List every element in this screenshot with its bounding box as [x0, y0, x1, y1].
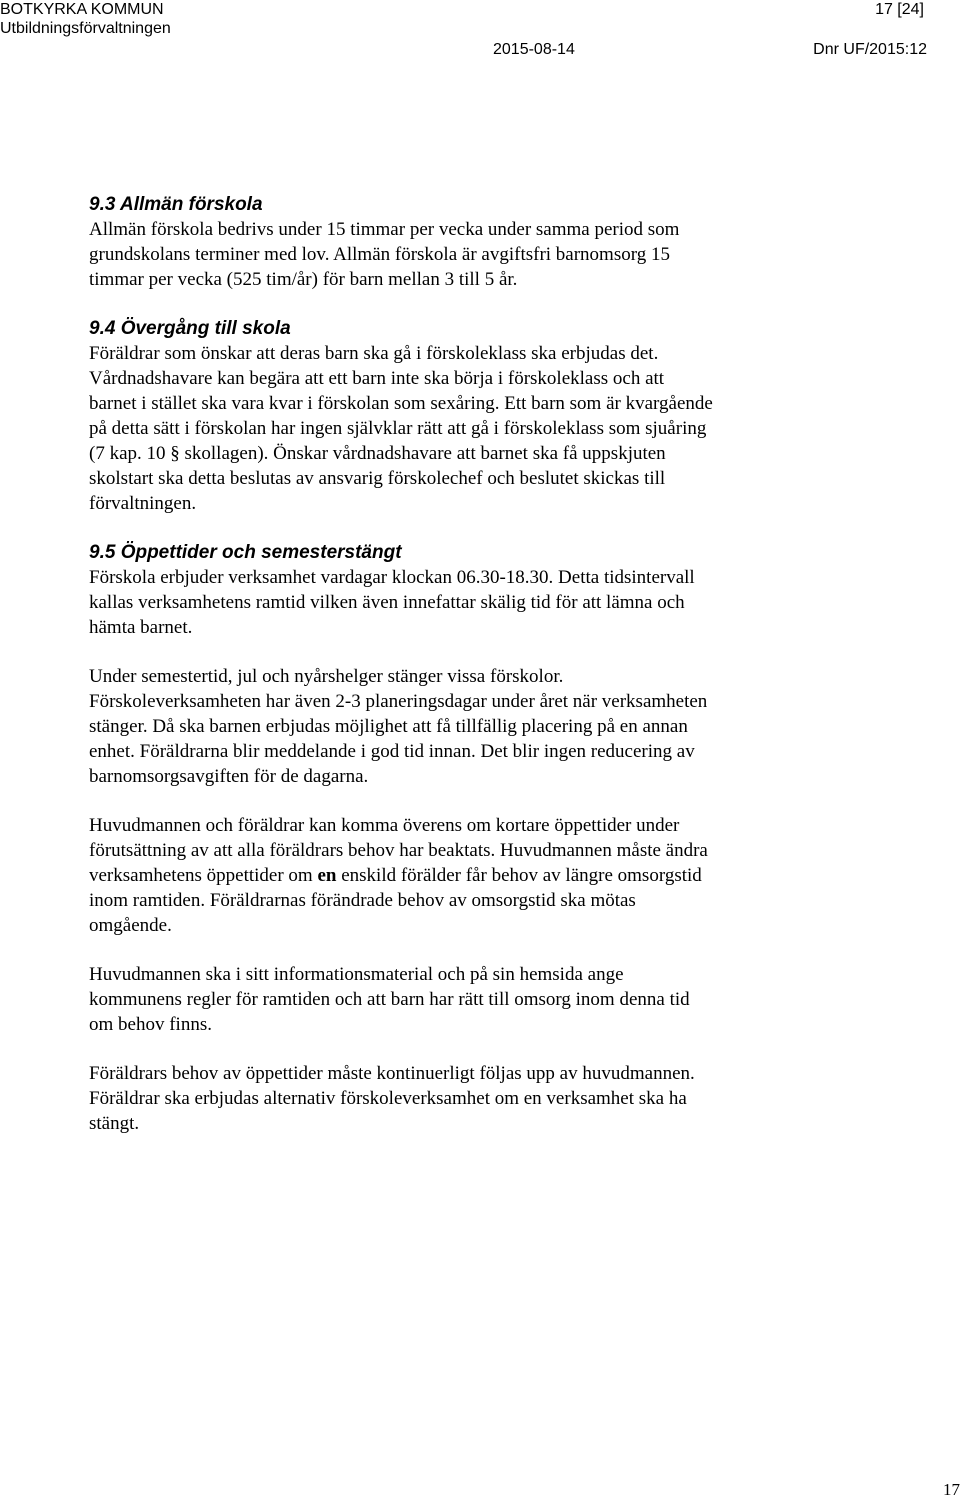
text-run: enskild förälder får behov av längre omsorgstid — [336, 865, 702, 886]
body-line: om behov finns. — [89, 1014, 212, 1035]
body-line: enhet. Föräldrarna blir meddelande i god tid innan. Det blir ingen reducering av — [89, 741, 695, 762]
body-line — [89, 863, 869, 888]
document-body — [89, 192, 869, 1136]
paragraph-information — [89, 962, 869, 1037]
paragraph-shorter-hours — [89, 813, 869, 938]
body-line: Huvudmannen och föräldrar kan komma överens om kortare öppettider under — [89, 815, 680, 836]
body-line: barnomsorgsavgiften för de dagarna. — [89, 766, 369, 787]
body-line: Föräldrars behov av öppettider måste kontinuerligt följas upp av huvudmannen. — [89, 1063, 695, 1084]
body-line: Huvudmannen ska i sitt informationsmaterial och på sin hemsida ange — [89, 964, 624, 985]
paragraph-follow-up — [89, 1061, 869, 1136]
body-line: hämta barnet. — [89, 617, 193, 638]
paragraph-closures — [89, 664, 869, 789]
emphasis-text: en — [317, 865, 337, 886]
body-line: grundskolans terminer med lov. Allmän förskola är avgiftsfri barnomsorg 15 — [89, 244, 670, 265]
paragraph-opening-hours — [89, 565, 869, 640]
body-line: stängt. — [89, 1113, 140, 1134]
body-line: Förskola erbjuder verksamhet vardagar klockan 06.30-18.30. Detta tidsintervall — [89, 567, 695, 588]
body-line: Föräldrar som önskar att deras barn ska gå i förskoleklass ska erbjudas det. — [89, 343, 659, 364]
section-heading: 9.4 Övergång till skola — [89, 318, 291, 339]
section-9-3 — [89, 192, 869, 292]
body-line: Under semestertid, jul och nyårshelger stänger vissa förskolor. — [89, 666, 564, 687]
body-line: kallas verksamhetens ramtid vilken även innefattar skälig tid för att lämna och — [89, 592, 685, 613]
department-name: Utbildningsförvaltningen — [0, 20, 171, 37]
footer-page-number: 17 — [943, 1480, 960, 1499]
body-line: timmar per vecka (525 tim/år) för barn mellan 3 till 5 år. — [89, 269, 518, 290]
body-line: på detta sätt i förskolan har ingen självklar rätt att gå i förskoleklass som sjuåring — [89, 418, 707, 439]
body-line: inom ramtiden. Föräldrarnas förändrade behov av omsorgstid ska mötas — [89, 890, 636, 911]
body-line: kommunens regler för ramtiden och att barn har rätt till omsorg inom denna tid — [89, 989, 690, 1010]
body-line: omgående. — [89, 915, 172, 936]
body-line: (7 kap. 10 § skollagen). Önskar vårdnadshavare att barnet ska få uppskjuten — [89, 443, 666, 464]
text-run: verksamhetens öppettider om — [89, 865, 318, 886]
document-reference: Dnr UF/2015:12 — [813, 41, 927, 58]
body-line: Föräldrar ska erbjudas alternativ förskoleverksamhet om en verksamhet ska ha — [89, 1088, 687, 1109]
page-counter: 17 [24] — [875, 1, 924, 18]
organization-name: BOTKYRKA KOMMUN — [0, 1, 164, 18]
body-line: Förskoleverksamheten har även 2-3 planeringsdagar under året när verksamheten — [89, 691, 708, 712]
body-line: stänger. Då ska barnen erbjudas möjlighet att få tillfällig placering på en annan — [89, 716, 688, 737]
section-9-5 — [89, 540, 869, 1136]
section-9-4 — [89, 316, 869, 516]
body-line: skolstart ska detta beslutas av ansvarig förskolechef och beslutet skickas till — [89, 468, 666, 489]
body-line: Allmän förskola bedrivs under 15 timmar per vecka under samma period som — [89, 219, 680, 240]
section-heading: 9.3 Allmän förskola — [89, 194, 263, 215]
document-date: 2015-08-14 — [493, 41, 575, 58]
body-line: barnet i stället ska vara kvar i förskolan som sexåring. Ett barn som är kvargående — [89, 393, 713, 414]
body-line: Vårdnadshavare kan begära att ett barn inte ska börja i förskoleklass och att — [89, 368, 665, 389]
body-line: förutsättning av att alla föräldrars behov har beaktats. Huvudmannen måste ändra — [89, 840, 708, 861]
body-line: förvaltningen. — [89, 493, 197, 514]
section-heading: 9.5 Öppettider och semesterstängt — [89, 542, 402, 563]
